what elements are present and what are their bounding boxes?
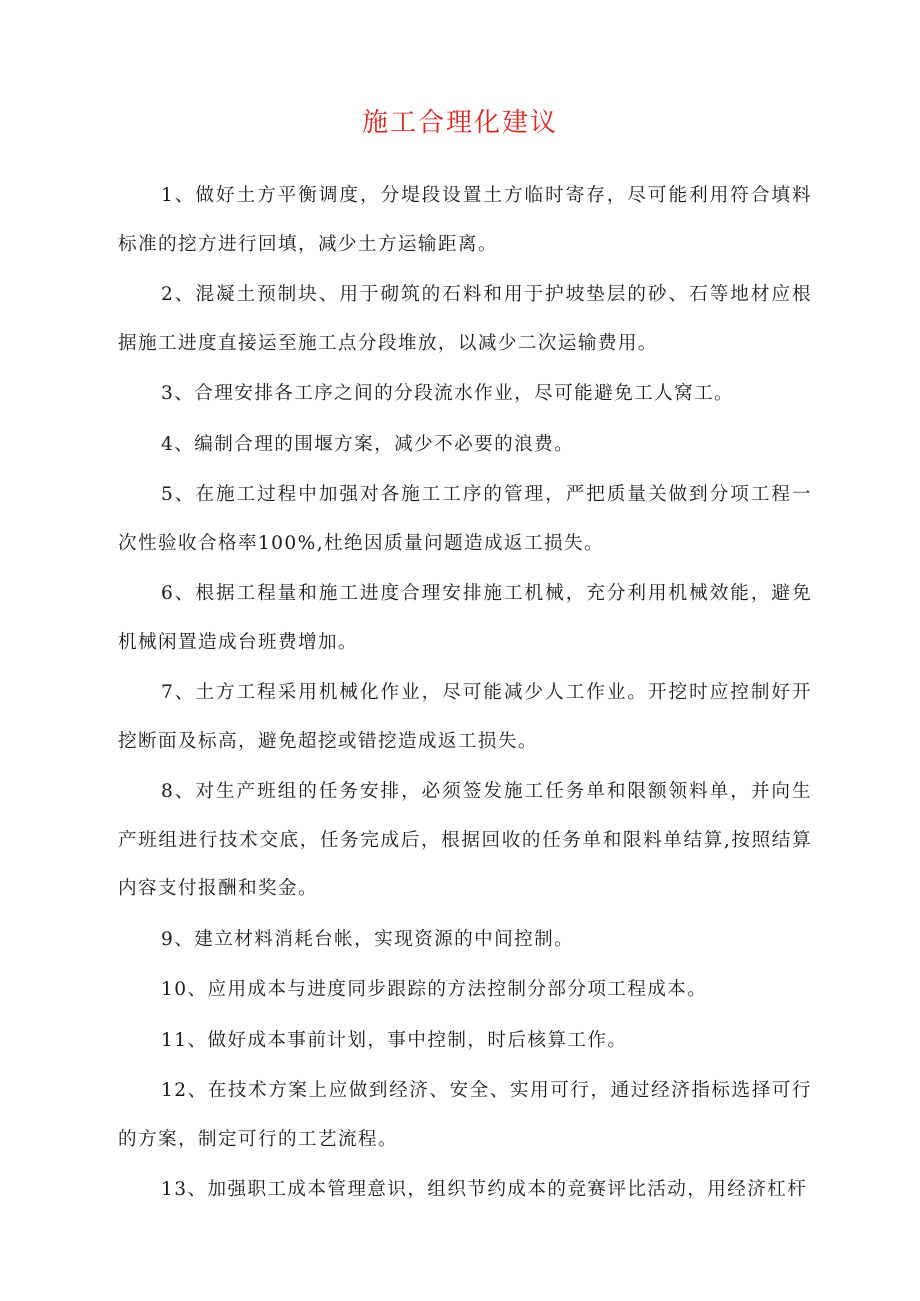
paragraph-4: 4、编制合理的围堰方案，减少不必要的浪费。 — [161, 433, 575, 455]
paragraph-2: 2、混凝土预制块、用于砌筑的石料和用于护坡垫层的砂、石等地材应根据施工进度直接运至施工点分段堆放，以减少二次运输费用。 — [118, 284, 812, 354]
paragraph-12: 12、在技术方案上应做到经济、安全、实用可行，通过经济指标选择可行的方案，制定可行的工艺流程。 — [118, 1080, 812, 1150]
paragraph-9: 9、建立材料消耗台帐，实现资源的中间控制。 — [161, 928, 575, 950]
paragraph-6: 6、根据工程量和施工进度合理安排施工机械，充分利用机械效能，避免机械闲置造成台班费增加。 — [118, 583, 812, 653]
paragraph-3: 3、合理安排各工序之间的分段流水作业，尽可能避免工人窝工。 — [161, 383, 735, 404]
paragraph-1: 1、做好土方平衡调度，分堤段设置土方临时寄存，尽可能利用符合填料标准的挖方进行回填，减少土方运输距离。 — [118, 185, 812, 255]
paragraph-10: 10、应用成本与进度同步跟踪的方法控制分部分项工程成本。 — [161, 979, 708, 1000]
paragraph-11: 11、做好成本事前计划，事中控制，时后核算工作。 — [161, 1029, 628, 1051]
document-body — [118, 172, 812, 1215]
page-title: 施工合理化建议 — [361, 108, 558, 138]
paragraph-7: 7、土方工程采用机械化作业，尽可能减少人工作业。开挖时应控制好开挖断面及标高，避免超挖或错挖造成返工损失。 — [118, 682, 812, 752]
paragraph-8: 8、对生产班组的任务安排，必须签发施工任务单和限额领料单，并向生产班组进行技术交底，任务完成后，根据回收的任务单和限料单结算,按照结算内容支付报酬和奖金。 — [118, 781, 812, 899]
paragraph-13: 13、加强职工成本管理意识，组织节约成本的竞赛评比活动，用经济杠杆 — [161, 1179, 808, 1200]
paragraph-5: 5、在施工过程中加强对各施工工序的管理，严把质量关做到分项工程一次性验收合格率100%,杜绝因质量问题造成返工损失。 — [118, 484, 812, 554]
